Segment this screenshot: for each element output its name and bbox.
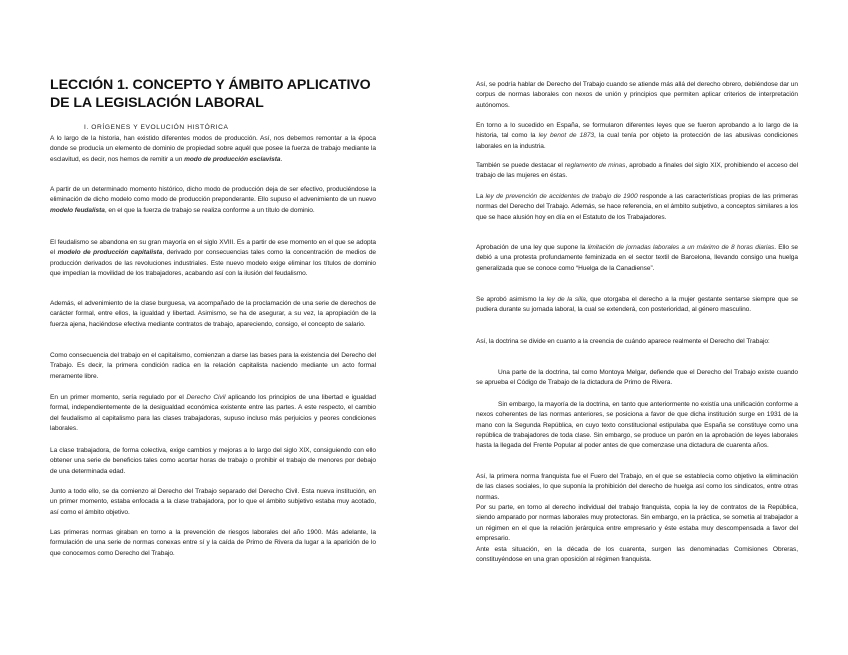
- paragraph: El feudalismo se abandona en su gran mayoría en el siglo XVIII. Es a partir de ese momento en el que se adopta el modelo de producción capitalista, derivado por consecuencias tales como la concentración de medios de producción derivados de las revoluciones industriales. Este nuevo modelo exige eliminar los títulos de dominio que impedían la movilidad de los trabajadores, acabando así con la ilusión del feudalismo.: [50, 239, 377, 277]
- paragraph: Aprobación de una ley que supone la limitación de jornadas laborales a un máximo de 8 horas diarias. Ello se debió a una protesta profundamente feminizada en el sector textil de Barcelona, llevando consigo una huelga generalizada que se conoce como “Huelga de la Canadiense”.: [476, 244, 799, 272]
- paragraph: A partir de un determinado momento histórico, dicho modo de producción deja de ser efectivo, produciéndose la eliminación de dicho modelo como modo de producción preponderante. Ello supuso el advenimiento de un nuevo modelo feudalista, en el que la fuerza de trabajo se realiza conforme a un título de dominio.: [50, 186, 376, 214]
- paragraph: Así, la doctrina se divide en cuanto a la creencia de cuándo aparece realmente el Derecho del Trabajo:: [476, 338, 770, 345]
- paragraph: Las primeras normas giraban en torno a la prevención de riesgos laborales del año 1900. Más adelante, la formulación de una serie de normas conexas entre sí y la caída de Primo de Rivera da lugar a la aparición de lo que conocemos como Derecho del Trabajo.: [50, 529, 376, 557]
- paragraph: Una parte de la doctrina, tal como Montoya Melgar, defiende que el Derecho del Trabajo existe cuando se aprueba el Código de Trabajo de la dictadura de Primo de Rivera.: [476, 369, 798, 387]
- paragraph: En torno a lo sucedido en España, se formularon diferentes leyes que se fueron aprobando a lo largo de la historia, tal como la ley benot de 1873, la cual tenía por objeto la protección de las abusivas condiciones laborales en la industria.: [476, 122, 798, 150]
- paragraph: Como consecuencia del trabajo en el capitalismo, comienzan a darse las bases para la existencia del Derecho del Trabajo. Es decir, la primera condición radica en la relación capitalista naciendo mediante un acto formal meramente libre.: [50, 352, 376, 380]
- paragraph: Junto a todo ello, se da comienzo al Derecho del Trabajo separado del Derecho Civil. Esta nueva institución, en un primer momento, estaba enfocada a la clase trabajadora, por lo que el ámbito subjetivo estaba muy acotado, así como el ámbito objetivo.: [50, 488, 376, 516]
- paragraph: También se puede destacar el reglamento de minas, aprobado a finales del siglo XIX, prohibiendo el acceso del trabajo de las mujeres en éstas.: [476, 162, 799, 180]
- paragraph: Por su parte, en torno al derecho individual del trabajo franquista, copia la ley de contratos de la República, siendo amparado por normas laborales muy protectoras. Sin embargo, en la práctica, se sometía al trabajador a un régimen en el que la relación jerárquica entre empresario y éste estaba muy descompensada a favor del empresario.: [476, 504, 798, 542]
- lesson-title: LECCIÓN 1. CONCEPTO Y ÁMBITO APLICATIVO DE LA LEGISLACIÓN LABORAL: [50, 77, 371, 111]
- paragraph: La ley de prevención de accidentes de trabajo de 1900 responde a las características propias de las primeras normas del Derecho del Trabajo. Además, se hace referencia, en el ámbito subjetivo, a conceptos similares a los que se hace alusión hoy en día en el Estatuto de los Trabajadores.: [476, 193, 799, 221]
- paragraph: Así, la primera norma franquista fue el Fuero del Trabajo, en el que se establecía como objetivo la eliminación de las clases sociales, lo que suponía la prohibición del derecho de huelga así como los sindicatos, entre otras normas.: [476, 473, 798, 501]
- paragraph: Se aprobó asimismo la ley de la silla, que otorgaba el derecho a la mujer gestante sentarse siempre que se pudiera durante su jornada laboral, la cual se extenderá, con posterioridad, al género masculino.: [476, 296, 799, 314]
- paragraph: Además, el advenimiento de la clase burguesa, va acompañado de la proclamación de una serie de derechos de carácter formal, entre ellos, la igualdad y libertad. Asimismo, se ha de asegurar, a su vez, la apropiación de la fuerza ajena, haciéndose efectiva mediante contratos de trabajo, apareciendo, consigo, el concepto de salario.: [50, 300, 376, 328]
- paragraph: Sin embargo, la mayoría de la doctrina, en tanto que anteriormente no existía una unificación conforme a nexos coherentes de las normas anteriores, se posiciona a favor de que dicha institución surge en 1931 de la mano con la Segunda República, en cuyo texto constitucional estipulaba que España se constituye como una república de trabajadores de toda clase. Sin embargo, se produce un parón en la aprobación de leyes laborales hasta la llegada del Frente Popular al poder antes de que comenzase una dictadura de cuarenta años.: [476, 401, 798, 450]
- paragraph: Así, se podría hablar de Derecho del Trabajo cuando se atiende más allá del derecho obrero, debiéndose dar un corpus de normas laborales con nexos de unión y principios que permiten aplicar criterios de interpretación autónomos.: [476, 81, 798, 109]
- section-heading: I. ORÍGENES Y EVOLUCIÓN HISTÓRICA: [84, 124, 229, 131]
- paragraph: Ante esta situación, en la década de los cuarenta, surgen las denominadas Comisiones Obreras, constituyéndose en una gran oposición al régimen franquista.: [476, 546, 798, 564]
- paragraph: La clase trabajadora, de forma colectiva, exige cambios y mejoras a lo largo del siglo XIX, consiguiendo con ello obtener una serie de beneficios tales como acortar horas de trabajo o prohibir el trabajo de menores por debajo de una determinada edad.: [50, 447, 376, 475]
- paragraph: A lo largo de la historia, han existido diferentes modos de producción. Así, nos debemos remontar a la época donde se producía un elemento de dominio de propiedad sobre aquél que posee la fuerza de trabajo mediante la esclavitud, es decir, nos hemos de remitir a un modo de producción esclavista.: [50, 135, 376, 163]
- paragraph: En un primer momento, sería regulado por el Derecho Civil aplicando los principios de una libertad e igualdad formal, independientemente de la desigualdad económica existente entre las partes. A este respecto, el cambio del feudalismo al capitalismo para las clases trabajadoras, supuso incluso más perjuicios y peores condiciones laborales.: [50, 394, 376, 432]
